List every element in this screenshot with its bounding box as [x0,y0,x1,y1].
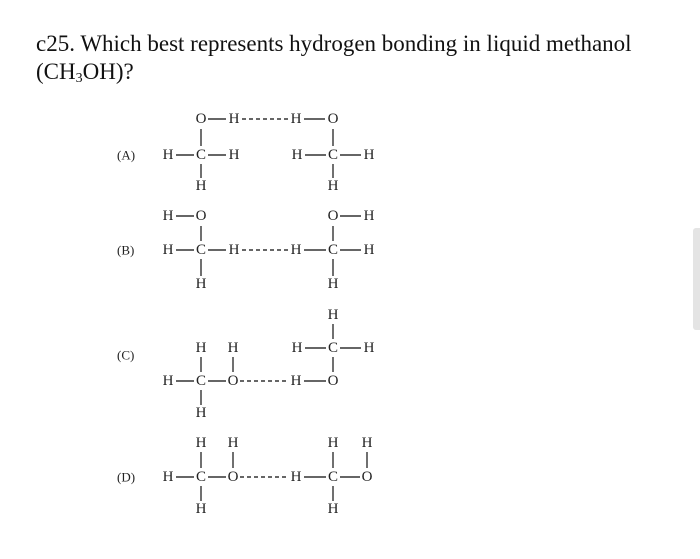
oxygen-atom: O [227,469,239,485]
option-label: (C) [117,347,135,363]
hydrogen-atom: H [227,435,239,451]
hydrogen-atom: H [327,178,339,194]
carbon-atom: C [195,147,207,163]
question-text: c25. Which best represents hydrogen bonding in liquid methanol $(CH_3OH)$? [36,31,632,86]
hydrogen-atom: H [290,469,302,485]
carbon-atom: C [195,373,207,389]
hydrogen-atom: H [228,147,240,163]
option-label: (D) [117,469,136,485]
hydrogen-atom: H [363,340,375,356]
option-b-structure [117,208,375,292]
hydrogen-atom: H [162,469,174,485]
carbon-atom: C [327,242,339,258]
hydrogen-atom: H [291,147,303,163]
carbon-atom: C [327,147,339,163]
hydrogen-atom: H [162,208,174,224]
oxygen-atom: O [327,373,339,389]
carbon-atom: C [195,469,207,485]
hydrogen-atom: H [290,111,302,127]
option-label: (B) [117,242,135,258]
hydrogen-atom: H [162,373,174,389]
hydrogen-atom: H [195,501,207,517]
option-label: (A) [117,147,136,163]
hydrogen-atom: H [327,276,339,292]
oxygen-atom: O [227,373,239,389]
hydrogen-atom: H [162,242,174,258]
hydrogen-atom: H [227,340,239,356]
carbon-atom: C [327,340,339,356]
hydrogen-atom: H [228,242,240,258]
hydrogen-atom: H [162,147,174,163]
hydrogen-atom: H [195,276,207,292]
carbon-atom: C [327,469,339,485]
hydrogen-atom: H [363,208,375,224]
hydrogen-atom: H [327,501,339,517]
scroll-edge [693,228,700,330]
oxygen-atom: O [327,208,339,224]
hydrogen-atom: H [327,307,339,323]
hydrogen-atom: H [363,242,375,258]
oxygen-atom: O [195,111,207,127]
hydrogen-atom: H [363,147,375,163]
oxygen-atom: O [327,111,339,127]
hydrogen-atom: H [291,340,303,356]
hydrogen-atom: H [195,435,207,451]
hydrogen-atom: H [327,435,339,451]
hydrogen-atom: H [228,111,240,127]
hydrogen-atom: H [195,405,207,421]
option-a-structure [117,111,375,194]
carbon-atom: C [195,242,207,258]
hydrogen-atom: H [195,340,207,356]
hydrogen-atom: H [290,242,302,258]
option-d-structure [117,435,373,517]
hydrogen-atom: H [361,435,373,451]
hydrogen-atom: H [195,178,207,194]
oxygen-atom: O [195,208,207,224]
oxygen-atom: O [361,469,373,485]
option-c-structure [117,307,375,421]
question-number: c25. [36,31,75,56]
hydrogen-atom: H [290,373,302,389]
